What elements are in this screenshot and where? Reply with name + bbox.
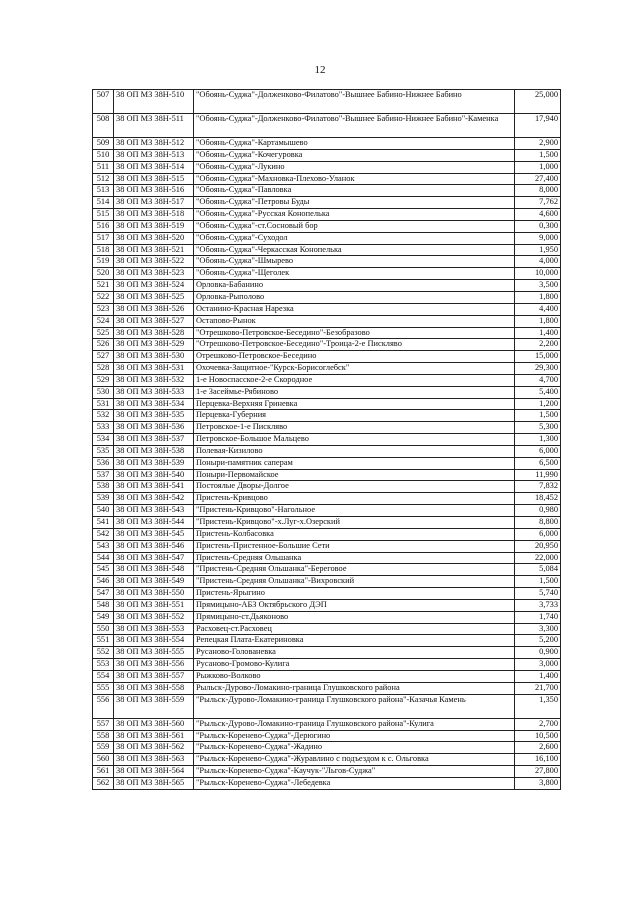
- road-code-cell: 38 ОП МЗ 38Н-534: [114, 398, 194, 410]
- road-length-cell: 25,000: [515, 90, 561, 114]
- table-row: [93, 457, 561, 469]
- road-code-cell: 38 ОП МЗ 38Н-544: [114, 517, 194, 529]
- row-number-cell: 560: [93, 754, 114, 766]
- road-length-cell: 6,500: [515, 457, 561, 469]
- table-row: [93, 623, 561, 635]
- row-number-cell: 562: [93, 777, 114, 789]
- road-name-cell: "Обоянь-Суджа"-Русская Конопелька: [194, 209, 515, 221]
- table-row: [93, 766, 561, 778]
- row-number-cell: 540: [93, 505, 114, 517]
- road-length-cell: 1,500: [515, 149, 561, 161]
- road-length-cell: 6,000: [515, 445, 561, 457]
- road-name-cell: "Рыльск-Коренево-Суджа"-Каучук-"Льгов-Суджа": [194, 766, 515, 778]
- road-code-cell: 38 ОП МЗ 38Н-554: [114, 635, 194, 647]
- road-name-cell: "Обоянь-Суджа"-Кочегуровка: [194, 149, 515, 161]
- road-length-cell: 3,733: [515, 599, 561, 611]
- road-length-cell: 27,400: [515, 173, 561, 185]
- row-number-cell: 532: [93, 410, 114, 422]
- road-name-cell: "Рыльск-Дурово-Ломакино-граница Глушковского района"-Кулига: [194, 718, 515, 730]
- road-code-cell: 38 ОП МЗ 38Н-549: [114, 576, 194, 588]
- road-length-cell: 17,940: [515, 114, 561, 138]
- road-name-cell: "Отрешково-Петровское-Беседино"-Троица-2-е Пискляво: [194, 339, 515, 351]
- road-code-cell: 38 ОП МЗ 38Н-536: [114, 422, 194, 434]
- road-name-cell: Пристень-Пристенное-Большие Сети: [194, 540, 515, 552]
- road-length-cell: 1,300: [515, 434, 561, 446]
- road-code-cell: 38 ОП МЗ 38Н-531: [114, 363, 194, 375]
- road-name-cell: Рыльск-Дурово-Ломакино-граница Глушковского района: [194, 682, 515, 694]
- road-code-cell: 38 ОП МЗ 38Н-528: [114, 327, 194, 339]
- road-length-cell: 16,100: [515, 754, 561, 766]
- row-number-cell: 507: [93, 90, 114, 114]
- row-number-cell: 520: [93, 268, 114, 280]
- row-number-cell: 559: [93, 742, 114, 754]
- road-code-cell: 38 ОП МЗ 38Н-543: [114, 505, 194, 517]
- table-row: [93, 754, 561, 766]
- road-name-cell: "Обоянь-Суджа"-ст.Сосновый бор: [194, 220, 515, 232]
- road-code-cell: 38 ОП МЗ 38Н-532: [114, 374, 194, 386]
- table-row: [93, 138, 561, 150]
- row-number-cell: 541: [93, 517, 114, 529]
- table-row: [93, 528, 561, 540]
- road-length-cell: 4,600: [515, 209, 561, 221]
- row-number-cell: 511: [93, 161, 114, 173]
- road-length-cell: 4,000: [515, 256, 561, 268]
- table-row: [93, 588, 561, 600]
- road-code-cell: 38 ОП МЗ 38Н-511: [114, 114, 194, 138]
- row-number-cell: 537: [93, 469, 114, 481]
- row-number-cell: 542: [93, 528, 114, 540]
- row-number-cell: 528: [93, 363, 114, 375]
- row-number-cell: 539: [93, 493, 114, 505]
- road-name-cell: "Пристень-Кривцово"-Нагольное: [194, 505, 515, 517]
- row-number-cell: 515: [93, 209, 114, 221]
- road-code-cell: 38 ОП МЗ 38Н-540: [114, 469, 194, 481]
- table-row: [93, 386, 561, 398]
- road-code-cell: 38 ОП МЗ 38Н-558: [114, 682, 194, 694]
- road-code-cell: 38 ОП МЗ 38Н-550: [114, 588, 194, 600]
- road-name-cell: "Рыльск-Кореневo-Суджа"-Дерюгино: [194, 730, 515, 742]
- road-code-cell: 38 ОП МЗ 38Н-513: [114, 149, 194, 161]
- row-number-cell: 534: [93, 434, 114, 446]
- row-number-cell: 546: [93, 576, 114, 588]
- road-length-cell: 5,084: [515, 564, 561, 576]
- road-length-cell: 11,990: [515, 469, 561, 481]
- road-code-cell: 38 ОП МЗ 38Н-522: [114, 256, 194, 268]
- table-row: [93, 244, 561, 256]
- row-number-cell: 510: [93, 149, 114, 161]
- table-row: [93, 339, 561, 351]
- road-name-cell: "Отрешково-Петровское-Беседино"-Безобразово: [194, 327, 515, 339]
- road-name-cell: Постоялые Дворы-Долгое: [194, 481, 515, 493]
- row-number-cell: 555: [93, 682, 114, 694]
- row-number-cell: 517: [93, 232, 114, 244]
- road-name-cell: "Рыльск-Коренево-Суджа"-Журавлино с подъездом к с. Ольговка: [194, 754, 515, 766]
- road-name-cell: Расховец-ст.Расховец: [194, 623, 515, 635]
- road-length-cell: 1,400: [515, 327, 561, 339]
- road-code-cell: 38 ОП МЗ 38Н-547: [114, 552, 194, 564]
- road-length-cell: 1,350: [515, 694, 561, 718]
- row-number-cell: 538: [93, 481, 114, 493]
- road-code-cell: 38 ОП МЗ 38Н-565: [114, 777, 194, 789]
- road-code-cell: 38 ОП МЗ 38Н-521: [114, 244, 194, 256]
- road-length-cell: 3,800: [515, 777, 561, 789]
- road-name-cell: "Пристень-Средняя Ольшанка"-Вихровский: [194, 576, 515, 588]
- road-code-cell: 38 ОП МЗ 38Н-525: [114, 291, 194, 303]
- road-name-cell: "Обоянь-Суджа"-Черкасская Конопелька: [194, 244, 515, 256]
- road-name-cell: "Пристень-Средняя Ольшанка"-Береговое: [194, 564, 515, 576]
- road-length-cell: 2,600: [515, 742, 561, 754]
- road-code-cell: 38 ОП МЗ 38Н-552: [114, 611, 194, 623]
- road-length-cell: 1,500: [515, 410, 561, 422]
- road-name-cell: "Рыльск-Дурово-Ломакино-граница Глушковского района"-Казачья Камень: [194, 694, 515, 718]
- row-number-cell: 508: [93, 114, 114, 138]
- road-length-cell: 5,300: [515, 422, 561, 434]
- table-row: [93, 220, 561, 232]
- road-code-cell: 38 ОП МЗ 38Н-551: [114, 599, 194, 611]
- row-number-cell: 552: [93, 647, 114, 659]
- table-row: [93, 481, 561, 493]
- table-row: [93, 599, 561, 611]
- road-code-cell: 38 ОП МЗ 38Н-519: [114, 220, 194, 232]
- table-row: [93, 351, 561, 363]
- road-name-cell: Рыжково-Волково: [194, 670, 515, 682]
- road-code-cell: 38 ОП МЗ 38Н-548: [114, 564, 194, 576]
- road-name-cell: "Рыльск-Коренево-Суджа"-Жадино: [194, 742, 515, 754]
- row-number-cell: 525: [93, 327, 114, 339]
- table-row: [93, 540, 561, 552]
- road-code-cell: 38 ОП МЗ 38Н-563: [114, 754, 194, 766]
- table-row: [93, 493, 561, 505]
- table-row: [93, 777, 561, 789]
- row-number-cell: 524: [93, 315, 114, 327]
- road-code-cell: 38 ОП МЗ 38Н-526: [114, 303, 194, 315]
- road-code-cell: 38 ОП МЗ 38Н-541: [114, 481, 194, 493]
- road-name-cell: Пристень-Ярыгино: [194, 588, 515, 600]
- road-length-cell: 3,500: [515, 280, 561, 292]
- road-length-cell: 1,800: [515, 291, 561, 303]
- row-number-cell: 549: [93, 611, 114, 623]
- road-name-cell: "Обоянь-Суджа"-Шмырево: [194, 256, 515, 268]
- table-row: [93, 398, 561, 410]
- road-code-cell: 38 ОП МЗ 38Н-535: [114, 410, 194, 422]
- road-code-cell: 38 ОП МЗ 38Н-546: [114, 540, 194, 552]
- table-row: [93, 505, 561, 517]
- table-row: [93, 576, 561, 588]
- table-row: [93, 659, 561, 671]
- road-length-cell: 4,400: [515, 303, 561, 315]
- road-length-cell: 2,700: [515, 718, 561, 730]
- road-code-cell: 38 ОП МЗ 38Н-533: [114, 386, 194, 398]
- road-name-cell: Поныри-памятник саперам: [194, 457, 515, 469]
- road-code-cell: 38 ОП МЗ 38Н-527: [114, 315, 194, 327]
- table-row: [93, 422, 561, 434]
- row-number-cell: 518: [93, 244, 114, 256]
- table-row: [93, 256, 561, 268]
- row-number-cell: 529: [93, 374, 114, 386]
- road-code-cell: 38 ОП МЗ 38Н-524: [114, 280, 194, 292]
- row-number-cell: 514: [93, 197, 114, 209]
- road-length-cell: 9,000: [515, 232, 561, 244]
- road-code-cell: 38 ОП МЗ 38Н-512: [114, 138, 194, 150]
- road-code-cell: 38 ОП МЗ 38Н-516: [114, 185, 194, 197]
- table-row: [93, 149, 561, 161]
- table-row: [93, 611, 561, 623]
- row-number-cell: 548: [93, 599, 114, 611]
- table-row: [93, 635, 561, 647]
- road-code-cell: 38 ОП МЗ 38Н-557: [114, 670, 194, 682]
- row-number-cell: 543: [93, 540, 114, 552]
- row-number-cell: 512: [93, 173, 114, 185]
- road-name-cell: Останино-Красная Нарезка: [194, 303, 515, 315]
- road-name-cell: "Обоянь-Суджа"-Щеголек: [194, 268, 515, 280]
- row-number-cell: 554: [93, 670, 114, 682]
- road-name-cell: "Обоянь-Суджа"-Махновка-Плехово-Уланок: [194, 173, 515, 185]
- row-number-cell: 545: [93, 564, 114, 576]
- road-code-cell: 38 ОП МЗ 38Н-559: [114, 694, 194, 718]
- road-length-cell: 22,000: [515, 552, 561, 564]
- road-length-cell: 15,000: [515, 351, 561, 363]
- road-code-cell: 38 ОП МЗ 38Н-510: [114, 90, 194, 114]
- road-name-cell: Перцевка-Губерния: [194, 410, 515, 422]
- table-row: [93, 363, 561, 375]
- road-code-cell: 38 ОП МЗ 38Н-517: [114, 197, 194, 209]
- table-row: [93, 517, 561, 529]
- road-name-cell: 1-е Новоспасское-2-е Скородное: [194, 374, 515, 386]
- road-code-cell: 38 ОП МЗ 38Н-545: [114, 528, 194, 540]
- row-number-cell: 553: [93, 659, 114, 671]
- row-number-cell: 547: [93, 588, 114, 600]
- table-row: [93, 564, 561, 576]
- table-row: [93, 161, 561, 173]
- row-number-cell: 558: [93, 730, 114, 742]
- road-length-cell: 27,800: [515, 766, 561, 778]
- road-length-cell: 1,800: [515, 315, 561, 327]
- road-code-cell: 38 ОП МЗ 38Н-520: [114, 232, 194, 244]
- table-row: [93, 173, 561, 185]
- row-number-cell: 531: [93, 398, 114, 410]
- page-number: 12: [314, 64, 326, 76]
- table-row: [93, 730, 561, 742]
- road-length-cell: 7,762: [515, 197, 561, 209]
- road-name-cell: "Обоянь-Суджа"-Суходол: [194, 232, 515, 244]
- road-code-cell: 38 ОП МЗ 38Н-553: [114, 623, 194, 635]
- road-length-cell: 1,200: [515, 398, 561, 410]
- road-code-cell: 38 ОП МЗ 38Н-564: [114, 766, 194, 778]
- road-length-cell: 1,950: [515, 244, 561, 256]
- road-name-cell: 1-е Засеймье-Рябиново: [194, 386, 515, 398]
- road-length-cell: 1,740: [515, 611, 561, 623]
- road-name-cell: "Обоянь-Суджа"-Долженково-Филатово"-Вышнее Бабино-Нижнее Бабино"-Каменка: [194, 114, 515, 138]
- road-name-cell: Отрешково-Петровское-Беседино: [194, 351, 515, 363]
- row-number-cell: 557: [93, 718, 114, 730]
- road-name-cell: "Рыльск-Коренево-Суджа"-Лебедевка: [194, 777, 515, 789]
- road-length-cell: 8,000: [515, 185, 561, 197]
- table-row: [93, 197, 561, 209]
- row-number-cell: 533: [93, 422, 114, 434]
- road-name-cell: Пристень-Кривцово: [194, 493, 515, 505]
- road-name-cell: Репецкая Плата-Екатериновка: [194, 635, 515, 647]
- road-name-cell: "Обоянь-Суджа"-Картамышево: [194, 138, 515, 150]
- road-length-cell: 21,700: [515, 682, 561, 694]
- table-row: [93, 185, 561, 197]
- road-length-cell: 4,700: [515, 374, 561, 386]
- table-row: [93, 718, 561, 730]
- roads-table: [92, 89, 561, 790]
- road-length-cell: 1,400: [515, 670, 561, 682]
- table-row: [93, 374, 561, 386]
- row-number-cell: 561: [93, 766, 114, 778]
- table-row: [93, 434, 561, 446]
- road-code-cell: 38 ОП МЗ 38Н-542: [114, 493, 194, 505]
- table-row: [93, 670, 561, 682]
- row-number-cell: 536: [93, 457, 114, 469]
- road-code-cell: 38 ОП МЗ 38Н-530: [114, 351, 194, 363]
- road-code-cell: 38 ОП МЗ 38Н-538: [114, 445, 194, 457]
- table-row: [93, 303, 561, 315]
- row-number-cell: 522: [93, 291, 114, 303]
- road-code-cell: 38 ОП МЗ 38Н-514: [114, 161, 194, 173]
- road-length-cell: 5,200: [515, 635, 561, 647]
- road-length-cell: 29,300: [515, 363, 561, 375]
- road-length-cell: 8,800: [515, 517, 561, 529]
- road-length-cell: 0,900: [515, 647, 561, 659]
- road-length-cell: 5,400: [515, 386, 561, 398]
- road-length-cell: 5,740: [515, 588, 561, 600]
- table-row: [93, 682, 561, 694]
- road-name-cell: Прямицыно-ст.Дьяконово: [194, 611, 515, 623]
- road-name-cell: Пристень-Средняя Ольшанка: [194, 552, 515, 564]
- road-length-cell: 20,950: [515, 540, 561, 552]
- road-name-cell: Орловка-Бабанино: [194, 280, 515, 292]
- road-length-cell: 2,900: [515, 138, 561, 150]
- road-code-cell: 38 ОП МЗ 38Н-515: [114, 173, 194, 185]
- road-code-cell: 38 ОП МЗ 38Н-539: [114, 457, 194, 469]
- road-length-cell: 18,452: [515, 493, 561, 505]
- row-number-cell: 516: [93, 220, 114, 232]
- road-name-cell: "Обоянь-Суджа"-Павловка: [194, 185, 515, 197]
- road-name-cell: Петровское-Большое Мальцево: [194, 434, 515, 446]
- road-length-cell: 0,300: [515, 220, 561, 232]
- road-length-cell: 1,000: [515, 161, 561, 173]
- table-row: [93, 327, 561, 339]
- road-code-cell: 38 ОП МЗ 38Н-529: [114, 339, 194, 351]
- road-length-cell: 3,300: [515, 623, 561, 635]
- road-length-cell: 7,832: [515, 481, 561, 493]
- row-number-cell: 551: [93, 635, 114, 647]
- road-code-cell: 38 ОП МЗ 38Н-560: [114, 718, 194, 730]
- road-name-cell: Орловка-Рыполово: [194, 291, 515, 303]
- road-code-cell: 38 ОП МЗ 38Н-562: [114, 742, 194, 754]
- road-name-cell: "Пристень-Кривцово"-х.Луг-х.Озерский: [194, 517, 515, 529]
- row-number-cell: 527: [93, 351, 114, 363]
- row-number-cell: 550: [93, 623, 114, 635]
- road-name-cell: Пристень-Колбасовка: [194, 528, 515, 540]
- road-name-cell: "Обоянь-Суджа"-Долженково-Филатово"-Вышнее Бабино-Нижнее Бабино: [194, 90, 515, 114]
- road-length-cell: 2,200: [515, 339, 561, 351]
- road-length-cell: 1,500: [515, 576, 561, 588]
- table-row: [93, 90, 561, 114]
- table-row: [93, 647, 561, 659]
- table-row: [93, 280, 561, 292]
- table-row: [93, 315, 561, 327]
- row-number-cell: 519: [93, 256, 114, 268]
- row-number-cell: 530: [93, 386, 114, 398]
- road-code-cell: 38 ОП МЗ 38Н-556: [114, 659, 194, 671]
- table-row: [93, 232, 561, 244]
- road-name-cell: Перцевка-Верхняя Гриневка: [194, 398, 515, 410]
- table-row: [93, 552, 561, 564]
- table-row: [93, 742, 561, 754]
- table-row: [93, 291, 561, 303]
- row-number-cell: 535: [93, 445, 114, 457]
- table-row: [93, 268, 561, 280]
- row-number-cell: 544: [93, 552, 114, 564]
- road-length-cell: 6,000: [515, 528, 561, 540]
- table-row: [93, 469, 561, 481]
- row-number-cell: 509: [93, 138, 114, 150]
- road-name-cell: Русаново-Громово-Кулига: [194, 659, 515, 671]
- road-name-cell: "Обоянь-Суджа"-Петровы Буды: [194, 197, 515, 209]
- road-name-cell: Полевая-Кизилово: [194, 445, 515, 457]
- road-name-cell: Остапово-Рынок: [194, 315, 515, 327]
- road-length-cell: 0,980: [515, 505, 561, 517]
- table-row: [93, 694, 561, 718]
- row-number-cell: 526: [93, 339, 114, 351]
- row-number-cell: 513: [93, 185, 114, 197]
- row-number-cell: 523: [93, 303, 114, 315]
- road-name-cell: Прямицыно-АБЗ Октябрьского ДЭП: [194, 599, 515, 611]
- row-number-cell: 556: [93, 694, 114, 718]
- table-row: [93, 410, 561, 422]
- road-name-cell: Поныри-Первомайское: [194, 469, 515, 481]
- road-name-cell: Петровское-1-е Пискляво: [194, 422, 515, 434]
- road-name-cell: Русаново-Голованевка: [194, 647, 515, 659]
- road-code-cell: 38 ОП МЗ 38Н-523: [114, 268, 194, 280]
- table-row: [93, 209, 561, 221]
- road-code-cell: 38 ОП МЗ 38Н-518: [114, 209, 194, 221]
- road-length-cell: 10,000: [515, 268, 561, 280]
- table-row: [93, 114, 561, 138]
- road-code-cell: 38 ОП МЗ 38Н-555: [114, 647, 194, 659]
- table-row: [93, 445, 561, 457]
- road-length-cell: 3,000: [515, 659, 561, 671]
- road-length-cell: 10,500: [515, 730, 561, 742]
- road-code-cell: 38 ОП МЗ 38Н-561: [114, 730, 194, 742]
- row-number-cell: 521: [93, 280, 114, 292]
- road-name-cell: "Обоянь-Суджа"-Лукино: [194, 161, 515, 173]
- road-name-cell: Охочевка-Защитное-"Курск-Борисоглебск": [194, 363, 515, 375]
- road-code-cell: 38 ОП МЗ 38Н-537: [114, 434, 194, 446]
